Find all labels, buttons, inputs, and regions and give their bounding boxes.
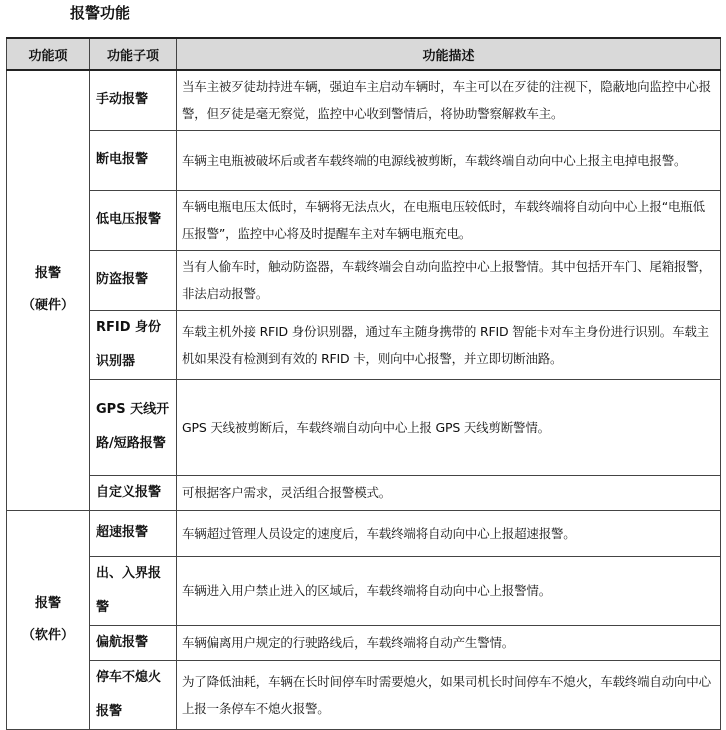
description: 可根据客户需求，灵活组合报警模式。 xyxy=(177,475,721,510)
sub-item: RFID 身份识别器 xyxy=(90,310,177,379)
sub-item: GPS 天线开路/短路报警 xyxy=(90,379,177,475)
table-row xyxy=(7,625,721,660)
description: 当车主被歹徒劫持进车辆，强迫车主启动车辆时，车主可以在歹徒的注视下，隐蔽地向监控中心报警，但歹徒是毫无察觉，监控中心收到警情后，将协助警察解救车主。 xyxy=(177,70,721,130)
sub-item: 低电压报警 xyxy=(90,190,177,250)
sub-item: 断电报警 xyxy=(90,130,177,190)
sub-item: 超速报警 xyxy=(90,510,177,556)
category-hardware xyxy=(7,70,90,510)
sub-item: 停车不熄火报警 xyxy=(90,660,177,729)
table-row xyxy=(7,556,721,625)
table-row xyxy=(7,190,721,250)
table-row xyxy=(7,130,721,190)
header-description: 功能描述 xyxy=(177,38,721,70)
sub-item: 防盗报警 xyxy=(90,250,177,310)
description: 车载主机外接 RFID 身份识别器，通过车主随身携带的 RFID 智能卡对车主身份进行识别。车载主机如果没有检测到有效的 RFID 卡，则向中心报警，并立即切断油路。 xyxy=(177,310,721,379)
category-label: 报警 xyxy=(34,595,61,611)
sub-item: 手动报警 xyxy=(90,70,177,130)
table-row xyxy=(7,379,721,475)
description: 车辆主电瓶被破坏后或者车载终端的电源线被剪断，车载终端自动向中心上报主电掉电报警。 xyxy=(177,130,721,190)
description: 当有人偷车时，触动防盗器，车载终端会自动向监控中心上报警情。其中包括开车门、尾箱报警，非法启动报警。 xyxy=(177,250,721,310)
header-sub-item: 功能子项 xyxy=(90,38,177,70)
description: 车辆偏离用户规定的行驶路线后，车载终端将自动产生警情。 xyxy=(177,625,721,660)
category-qualifier: （软件） xyxy=(21,627,74,643)
description: 为了降低油耗，车辆在长时间停车时需要熄火，如果司机长时间停车不熄火，车载终端自动向中心上报一条停车不熄火报警。 xyxy=(177,660,721,729)
category-label: 报警 xyxy=(34,266,61,282)
description: 车辆电瓶电压太低时，车辆将无法点火，在电瓶电压较低时，车载终端将自动向中心上报“电瓶低压报警”，监控中心将及时提醒车主对车辆电瓶充电。 xyxy=(177,190,721,250)
sub-item: 偏航报警 xyxy=(90,625,177,660)
page-title: 报警功能 xyxy=(70,4,131,22)
description: GPS 天线被剪断后，车载终端自动向中心上报 GPS 天线剪断警情。 xyxy=(177,379,721,475)
description: 车辆进入用户禁止进入的区域后，车载终端将自动向中心上报警情。 xyxy=(177,556,721,625)
table-row xyxy=(7,310,721,379)
table-row xyxy=(7,70,721,130)
category-qualifier: （硬件） xyxy=(21,298,74,314)
description: 车辆超过管理人员设定的速度后，车载终端将自动向中心上报超速报警。 xyxy=(177,510,721,556)
table-row xyxy=(7,660,721,729)
table-row xyxy=(7,250,721,310)
sub-item: 自定义报警 xyxy=(90,475,177,510)
category-software xyxy=(7,510,90,729)
table-row xyxy=(7,475,721,510)
sub-item: 出、入界报警 xyxy=(90,556,177,625)
feature-table xyxy=(6,37,721,730)
table-header-row xyxy=(7,38,721,70)
header-feature-item: 功能项 xyxy=(7,38,90,70)
table-row xyxy=(7,510,721,556)
